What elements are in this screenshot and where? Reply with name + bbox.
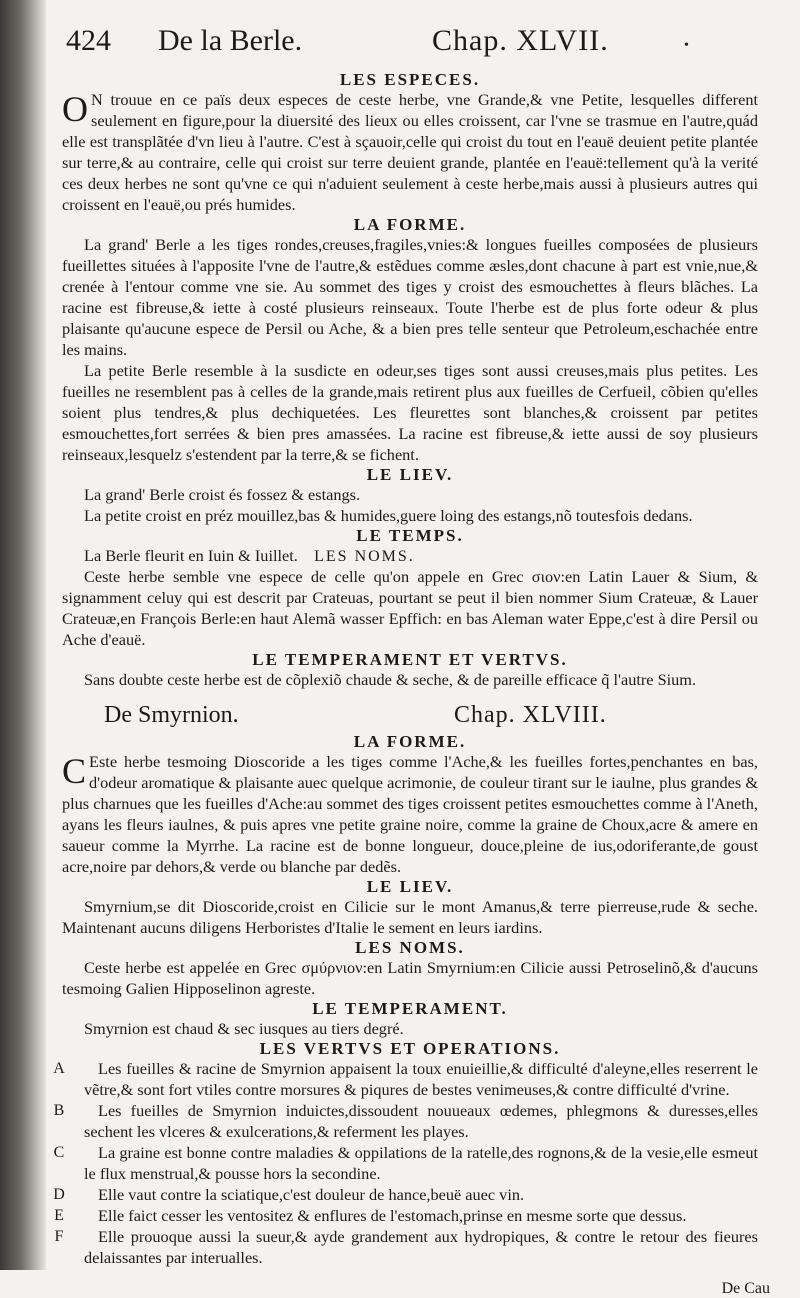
binding-gutter — [0, 0, 46, 1270]
forme-text: Este herbe tesmoing Dioscoride a les tiges comme l'Ache,& les fueilles fortes,penchantes en bas, d'odeur aromatique & plaisante auec quelque acrimonie, de couleur tirant sur le iaulne, plus grandes & plus charnues que les fueilles d'Ache:au sommet des tiges croissent petites esmouchettes comme à l'Aneth, ayans les fleurs iaulnes, & puis apres vne petite graine noire, comme la graine de Choux,acre & amere en saueur comme la Myrrhe. La racine est de bonne longueur, douce,pleine de ius,odoriferante,de goust acre,noire par dehors,& verde ou blanche par dedẽs. — [62, 752, 758, 876]
heading-temperament: LE TEMPERAMENT. — [312, 999, 508, 1018]
vertu-text: Les fueilles & racine de Smyrnion appaisent la toux enuieillie,& difficulté d'aleyne,elles reserrent le vẽtre,& sont fort vtiles contre morsures & piqures de bestes venimeuses,& contre difficulté d'vrine. — [84, 1059, 758, 1099]
temperament-paragraph: Smyrnion est chaud & sec iusques au tiers degré. — [84, 1019, 404, 1038]
vertu-text: Elle vaut contre la sciatique,c'est douleur de hance,beuë auec vin. — [98, 1185, 525, 1204]
heading-noms: LES NOMS. — [314, 548, 415, 565]
lieu-paragraph-2: La petite croist en préz mouillez,bas & humides,guere loing des estangs,nõ toutesfois dedans. — [84, 506, 693, 525]
especes-text: N trouue en ce païs deux especes de ceste herbe, vne Grande,& vne Petite, lesquelles different seulement en figure,pour la diuersité des lieux ou elles croissent, car l'vne se trasmue en l'autre,quád elle est transplãtée d'vn lieu à l'autre. C'est à sçauoir,celle qui croist du tout en l'eauë deuient petite plantée sur terre,& au contraire, celle qui croist sur terre deuient grande, plantée en l'eauë:tellement qu'à la verité ces deux herbes ne sont qu'vne ce qui n'aduient seulement à ceste herbe,mais aussi à plusieurs autres qui croissent en l'eauë,ou prés humides. — [62, 90, 758, 214]
vertu-item — [53, 1058, 758, 1100]
margin-letter: A — [53, 1060, 65, 1077]
margin-letter: C — [53, 1144, 65, 1161]
drop-cap: C — [62, 751, 87, 791]
margin-letter: F — [54, 1228, 64, 1245]
heading-forme: LA FORME. — [353, 215, 467, 234]
forme-paragraph — [62, 751, 758, 877]
vertu-text: Les fueilles de Smyrnion induictes,dissoudent nouueaux œdemes, phlegmons & duresses,elles sechent les vlceres & exulcerations,& referment les playes. — [84, 1101, 758, 1141]
ornament-dot: • — [684, 38, 689, 53]
chapter-title: De la Berle. — [158, 24, 303, 57]
temps-paragraph — [62, 545, 758, 566]
chapter-berle — [62, 70, 758, 690]
vertu-text: Elle prouoque aussi la sueur,& ayde grandement aux hydropiques, & contre le retour des fieures delaissantes par interualles. — [84, 1227, 758, 1267]
heading-noms: LES NOMS. — [355, 938, 465, 957]
chapter-smyrnion — [53, 702, 758, 1268]
vertu-item — [53, 1100, 758, 1142]
noms-paragraph: Ceste herbe est appelée en Grec σμύρνιον:en Latin Smyrnium:en Cilicie aussi Petroselinõ,& d'aucuns tesmoing Galien Hipposelinon agreste. — [62, 958, 758, 998]
vertus-list — [53, 1058, 758, 1268]
drop-cap: O — [62, 89, 88, 129]
temps-text: La Berle fleurit en Iuin & Iuillet. — [84, 546, 298, 565]
heading-temperament-vertus: LE TEMPERAMENT ET VERTVS. — [252, 650, 568, 669]
noms-paragraph: Ceste herbe semble vne espece de celle qu'on appele en Grec σιον:en Latin Lauer & Sium, & signamment celuy qui est descrit par Crateuas, pourtant se peut il bien nommer Sium Crateuæ, & Lauer Crateuæ,en François Berle:en haut Alemã wasser Epffich: en bas Aleman water Eppe,c'est à dire Persil ou Ache d'eauë. — [62, 567, 758, 649]
heading-especes: LES ESPECES. — [339, 70, 481, 89]
forme-paragraph-1: La grand' Berle a les tiges rondes,creuses,fragiles,vnies:& longues fueilles composées de plusieurs fueillettes situées à l'apposite l'vne de l'autre,& estẽdues comme æsles,dont chacune à part est vnie,nue,& crenée à l'entour comme vne sie. Au sommet des tiges y croist des esmouchettes à fleurs blãches. La racine est fibreuse,& iette à costé plusieurs reinseaux. Toute l'herbe est de plus forte odeur & plus plaisante qu'aucune espece de Persil ou Ache, & a bien pres telle senteur que Petroleum,eschachée entre les mains. — [62, 235, 758, 359]
vertu-item — [54, 1226, 758, 1268]
heading-temps: LE TEMPS. — [356, 526, 464, 545]
margin-letter: D — [53, 1186, 65, 1203]
forme-paragraph-2: La petite Berle resemble à la susdicte en odeur,ses tiges sont aussi creuses,mais plus petites. Les fueilles ne resemblent pas à celles de la grande,mais retirent plus aux fueilles de Cerfueil, cõbien qu'elles soient plus tendres,& plus dechiquetées. Les fleurettes sont blanches,& croissent par petites esmouchettes,fort serrées & bien pres amassées. La racine est fibreuse,& iette aussi de soy plusieurs reinseaux,lesquelz s'estendent par la terre,& se fichent. — [62, 361, 758, 464]
temperament-paragraph: Sans doubte ceste herbe est de cõplexiõ chaude & seche, & de pareille efficace q̃ l'autre Sium. — [84, 670, 697, 689]
chapter-heading-smyrnion — [62, 702, 758, 732]
chapter-title: De Smyrnion. — [104, 702, 239, 728]
margin-letter: B — [53, 1102, 65, 1119]
vertu-item — [53, 1184, 758, 1205]
lieu-paragraph-1: La grand' Berle croist és fossez & estangs. — [84, 485, 361, 504]
vertu-text: La graine est bonne contre maladies & oppilations de la ratelle,des rognons,& de la vesie,elle esmeut le flux menstrual,& pousse hors la secondine. — [84, 1143, 758, 1183]
vertu-text: Elle faict cesser les ventositez & enflures de l'estomach,prinse en mesme sorte que dessus. — [98, 1206, 687, 1225]
heading-lieu: LE LIEV. — [366, 465, 454, 484]
margin-letter: E — [54, 1207, 64, 1224]
heading-lieu: LE LIEV. — [366, 877, 454, 896]
lieu-paragraph: Smyrnium,se dit Dioscoride,croist en Cilicie sur le mont Amanus,& terre pierreuse,rude & seche. Maintenant aucuns diligens Herboristes d'Italie le sement en leurs iardins. — [62, 897, 758, 937]
vertu-item — [53, 1142, 758, 1184]
chapter-number: Chap. XLVIII. — [454, 702, 607, 728]
chapter-number: Chap. XLVII. — [432, 24, 609, 57]
heading-forme: LA FORME. — [353, 732, 467, 751]
especes-paragraph — [62, 89, 758, 215]
running-header — [66, 24, 758, 70]
page-number: 424 — [66, 24, 111, 57]
heading-vertus: LES VERTVS ET OPERATIONS. — [259, 1039, 561, 1058]
catchword: De Cau — [721, 1280, 770, 1297]
vertu-item — [54, 1205, 758, 1226]
